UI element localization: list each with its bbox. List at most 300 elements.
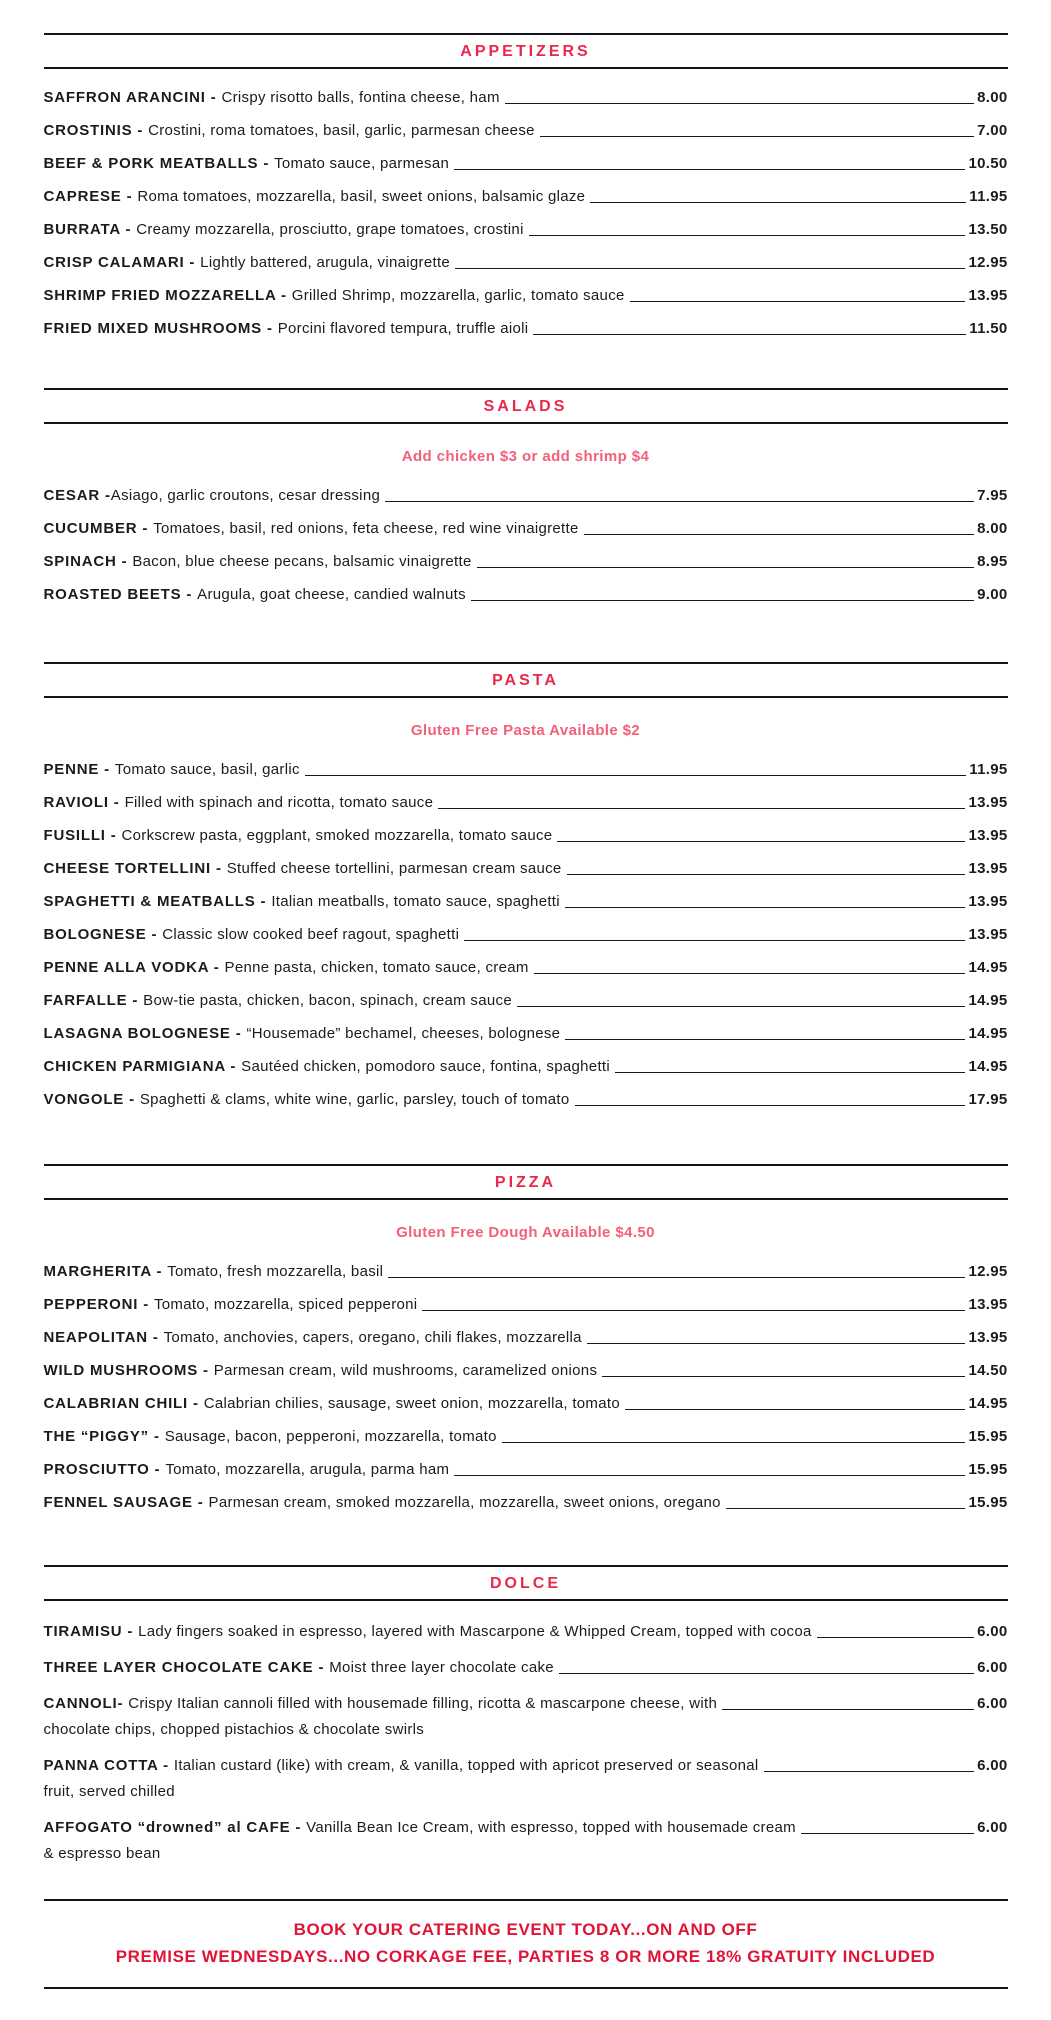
leader-line <box>534 973 966 974</box>
leader-line <box>559 1673 974 1674</box>
menu-item <box>44 485 1008 506</box>
item-name: CRISP CALAMARI <box>43 254 185 271</box>
menu-item-row <box>44 825 1008 846</box>
item-description: Stuffed cheese tortellini, parmesan cream sauce <box>226 860 562 877</box>
leader-line <box>575 1105 966 1106</box>
leader-line <box>587 1343 966 1344</box>
item-separator: - <box>192 1494 209 1511</box>
item-name: RAVIOLI <box>43 794 109 811</box>
item-price: 13.50 <box>968 221 1008 238</box>
item-separator: - <box>127 992 144 1009</box>
item-separator: - <box>99 761 115 778</box>
menu-item-row <box>44 759 1008 780</box>
item-text <box>44 990 512 1011</box>
item-description: Sausage, bacon, pepperoni, mozzarella, tomato <box>164 1428 497 1445</box>
leader-line <box>590 202 966 203</box>
item-description: Crispy Italian cannoli filled with housemade filling, ricotta & mascarpone cheese, with <box>128 1695 718 1712</box>
leader-line <box>817 1637 974 1638</box>
item-description-continued: chocolate chips, chopped pistachios & chocolate swirls <box>43 1721 425 1738</box>
menu-item-row <box>44 219 1008 240</box>
menu-item <box>44 120 1008 141</box>
item-separator: - <box>313 1659 330 1676</box>
item-price: 13.95 <box>968 287 1008 304</box>
item-text <box>44 1294 418 1315</box>
item-name: CANNOLI <box>43 1695 118 1712</box>
leader-line <box>517 1006 965 1007</box>
menu-item-row <box>44 1459 1008 1480</box>
menu-item-row <box>44 153 1008 174</box>
item-description: Tomato, fresh mozzarella, basil <box>167 1263 384 1280</box>
menu-item-row <box>44 1693 1008 1714</box>
item-text <box>44 1817 796 1838</box>
item-price: 7.95 <box>977 487 1008 504</box>
menu-item-row <box>44 120 1008 141</box>
item-description: Parmesan cream, wild mushrooms, caramelized onions <box>213 1362 598 1379</box>
leader-line <box>726 1508 966 1509</box>
item-description: Classic slow cooked beef ragout, spaghetti <box>162 926 460 943</box>
item-separator: - <box>100 487 111 504</box>
item-name: VONGOLE <box>43 1091 125 1108</box>
item-price: 8.95 <box>977 553 1008 570</box>
item-text <box>44 792 434 813</box>
item-price: 13.95 <box>968 1329 1008 1346</box>
item-price: 13.95 <box>968 860 1008 877</box>
menu-item <box>44 1023 1008 1044</box>
leader-line <box>625 1409 965 1410</box>
item-name: PROSCIUTTO <box>43 1461 150 1478</box>
item-text <box>44 1393 620 1414</box>
menu-item-row <box>44 1089 1008 1110</box>
item-text <box>44 1089 570 1110</box>
item-separator: - <box>146 926 163 943</box>
item-description: Creamy mozzarella, prosciutto, grape tomatoes, crostini <box>136 221 524 238</box>
item-price: 11.50 <box>969 320 1008 337</box>
menu-item <box>44 1693 1008 1740</box>
menu-item-row <box>44 186 1008 207</box>
item-name: CALABRIAN CHILI <box>43 1395 188 1412</box>
item-description: Roma tomatoes, mozzarella, basil, sweet onions, balsamic glaze <box>137 188 586 205</box>
item-name: CHICKEN PARMIGIANA <box>43 1058 226 1075</box>
item-name: BEEF & PORK MEATBALLS <box>43 155 259 172</box>
item-text <box>44 252 451 273</box>
item-separator: - <box>124 1091 140 1108</box>
menu-item <box>44 1621 1008 1642</box>
item-name: FENNEL SAUSAGE <box>43 1494 193 1511</box>
item-price: 6.00 <box>977 1695 1008 1712</box>
section-dolce <box>44 1565 1008 1864</box>
item-price: 12.95 <box>968 254 1008 271</box>
item-name: PENNE <box>43 761 100 778</box>
menu-item <box>44 990 1008 1011</box>
section-pizza-note: Gluten Free Dough Available $4.50 <box>396 1224 655 1241</box>
item-price: 15.95 <box>968 1494 1008 1511</box>
leader-line <box>471 600 974 601</box>
item-separator: - <box>120 221 137 238</box>
item-name: CHEESE TORTELLINI <box>43 860 212 877</box>
leader-line <box>565 1039 965 1040</box>
menu-item <box>44 1459 1008 1480</box>
menu-item <box>44 1817 1008 1864</box>
item-description: Tomato, mozzarella, arugula, parma ham <box>165 1461 450 1478</box>
item-separator: - <box>116 553 133 570</box>
item-description: Sautéed chicken, pomodoro sauce, fontina, spaghetti <box>241 1058 611 1075</box>
menu-item-row <box>44 1294 1008 1315</box>
item-name: CAPRESE <box>43 188 122 205</box>
item-separator: - <box>225 1058 242 1075</box>
item-description: Lightly battered, arugula, vinaigrette <box>200 254 451 271</box>
leader-line <box>454 1475 965 1476</box>
item-name: SPINACH <box>43 553 117 570</box>
section-pasta <box>44 662 1008 1110</box>
catering-banner-line2: PREMISE WEDNESDAYS...NO CORKAGE FEE, PARTIES 8 OR MORE 18% GRATUITY INCLUDED <box>115 1947 936 1966</box>
menu-item-row <box>44 1755 1008 1776</box>
item-separator: - <box>230 1025 247 1042</box>
item-description: Italian custard (like) with cream, & vanilla, topped with apricot preserved or seasonal <box>173 1757 759 1774</box>
item-text <box>44 1459 450 1480</box>
item-price: 10.50 <box>968 155 1008 172</box>
item-price: 8.00 <box>977 89 1008 106</box>
menu-item <box>44 518 1008 539</box>
menu-item <box>44 825 1008 846</box>
menu-item-row <box>44 858 1008 879</box>
leader-line <box>529 235 966 236</box>
item-text <box>44 1492 721 1513</box>
item-description: Spaghetti & clams, white wine, garlic, parsley, touch of tomato <box>139 1091 570 1108</box>
catering-banner <box>44 1899 1008 1989</box>
item-text <box>44 584 466 605</box>
item-name: FARFALLE <box>43 992 128 1009</box>
menu-item-row <box>44 1360 1008 1381</box>
item-separator: - <box>276 287 292 304</box>
item-text <box>44 285 625 306</box>
item-separator: - <box>188 1395 204 1412</box>
item-text <box>44 1056 611 1077</box>
item-name: ROASTED BEETS <box>43 586 182 603</box>
menu-item-row <box>44 1393 1008 1414</box>
section-salads-title: SALADS <box>483 398 568 415</box>
item-description: Asiago, garlic croutons, cesar dressing <box>110 487 381 504</box>
item-separator: - <box>147 1329 164 1346</box>
item-separator: - <box>132 122 149 139</box>
menu-item <box>44 1393 1008 1414</box>
item-description: Tomato, anchovies, capers, oregano, chili flakes, mozzarella <box>163 1329 582 1346</box>
menu-item <box>44 891 1008 912</box>
item-description: Calabrian chilies, sausage, sweet onion, mozzarella, tomato <box>203 1395 620 1412</box>
item-text <box>44 1426 497 1447</box>
section-appetizers-items <box>44 69 1008 339</box>
menu-item <box>44 1089 1008 1110</box>
item-price: 11.95 <box>969 761 1008 778</box>
item-price: 13.95 <box>968 926 1008 943</box>
item-price: 8.00 <box>977 520 1008 537</box>
item-price: 14.95 <box>968 1025 1008 1042</box>
item-description: Tomato sauce, parmesan <box>274 155 450 172</box>
leader-line <box>722 1709 974 1710</box>
item-description: Porcini flavored tempura, truffle aioli <box>277 320 529 337</box>
item-name: LASAGNA BOLOGNESE <box>43 1025 231 1042</box>
section-dolce-title: DOLCE <box>490 1575 561 1592</box>
leader-line <box>477 567 974 568</box>
item-description: Vanilla Bean Ice Cream, with espresso, topped with housemade cream <box>306 1819 796 1836</box>
menu-item <box>44 551 1008 572</box>
menu-item-row <box>44 285 1008 306</box>
leader-line <box>388 1277 965 1278</box>
item-description: Lady fingers soaked in espresso, layered with Mascarpone & Whipped Cream, topped with cocoa <box>138 1623 812 1640</box>
item-name: BURRATA <box>43 221 121 238</box>
menu-item-row <box>44 87 1008 108</box>
item-price: 14.95 <box>968 959 1008 976</box>
leader-line <box>801 1833 974 1834</box>
menu-item-row <box>44 1327 1008 1348</box>
menu-item-row <box>44 1621 1008 1642</box>
item-name: CESAR <box>43 487 101 504</box>
item-description: Bacon, blue cheese pecans, balsamic vinaigrette <box>132 553 472 570</box>
item-name: FUSILLI <box>43 827 106 844</box>
item-name: SPAGHETTI & MEATBALLS <box>43 893 256 910</box>
item-text <box>44 825 553 846</box>
item-separator: - <box>158 1757 174 1774</box>
item-price: 13.95 <box>968 794 1008 811</box>
menu-item <box>44 1056 1008 1077</box>
menu-item <box>44 1426 1008 1447</box>
menu-item-row <box>44 924 1008 945</box>
item-text <box>44 120 535 141</box>
item-description: Tomatoes, basil, red onions, feta cheese, red wine vinaigrette <box>153 520 579 537</box>
item-separator: - <box>184 254 201 271</box>
item-price: 6.00 <box>977 1757 1008 1774</box>
item-price: 11.95 <box>969 188 1008 205</box>
item-text <box>44 1360 598 1381</box>
item-text <box>44 1755 759 1776</box>
item-separator: - <box>108 794 125 811</box>
menu-item-row <box>44 318 1008 339</box>
menu-item <box>44 1327 1008 1348</box>
menu-item-row <box>44 1817 1008 1838</box>
leader-line <box>464 940 965 941</box>
leader-line <box>385 501 974 502</box>
item-separator: - <box>137 520 154 537</box>
item-separator: - <box>258 155 275 172</box>
menu-item-row <box>44 584 1008 605</box>
item-description: Tomato, mozzarella, spiced pepperoni <box>153 1296 418 1313</box>
menu-item-row <box>44 518 1008 539</box>
leader-line <box>438 808 965 809</box>
menu-item <box>44 957 1008 978</box>
item-text <box>44 87 500 108</box>
section-salads-header <box>44 388 1008 424</box>
restaurant-menu-page <box>44 0 1008 1989</box>
item-name: PENNE ALLA VODKA <box>43 959 209 976</box>
item-separator: - <box>208 959 225 976</box>
menu-item-row <box>44 252 1008 273</box>
item-text <box>44 858 562 879</box>
menu-item-row <box>44 1261 1008 1282</box>
item-name: THE “PIGGY” <box>43 1428 149 1445</box>
item-text <box>44 891 560 912</box>
item-description: Penne pasta, chicken, tomato sauce, cream <box>224 959 529 976</box>
menu-item-row <box>44 957 1008 978</box>
item-separator: - <box>261 320 278 337</box>
leader-line <box>567 874 966 875</box>
item-description: Crostini, roma tomatoes, basil, garlic, parmesan cheese <box>148 122 535 139</box>
item-price: 15.95 <box>968 1428 1008 1445</box>
item-separator: - <box>148 1428 165 1445</box>
item-price: 14.50 <box>968 1362 1008 1379</box>
section-appetizers-title: APPETIZERS <box>460 43 591 60</box>
menu-item <box>44 584 1008 605</box>
item-separator: - <box>122 1623 139 1640</box>
section-pasta-note: Gluten Free Pasta Available $2 <box>410 722 641 739</box>
item-price: 14.95 <box>968 1395 1008 1412</box>
leader-line <box>565 907 966 908</box>
leader-line <box>584 534 974 535</box>
leader-line <box>533 334 966 335</box>
item-price: 14.95 <box>968 1058 1008 1075</box>
item-name: SHRIMP FRIED MOZZARELLA <box>43 287 277 304</box>
item-description: Tomato sauce, basil, garlic <box>114 761 300 778</box>
item-price: 15.95 <box>968 1461 1008 1478</box>
item-description: “Housemade” bechamel, cheeses, bolognese <box>246 1025 561 1042</box>
menu-item-row <box>44 1023 1008 1044</box>
section-pizza-items <box>44 1243 1008 1513</box>
item-text <box>44 1327 582 1348</box>
leader-line <box>305 775 967 776</box>
item-price: 6.00 <box>977 1659 1008 1676</box>
item-separator: - <box>138 1296 154 1313</box>
menu-item <box>44 792 1008 813</box>
menu-item-row <box>44 1426 1008 1447</box>
item-price: 6.00 <box>977 1623 1008 1640</box>
item-separator: - <box>205 89 222 106</box>
menu-item <box>44 1294 1008 1315</box>
item-description: Corkscrew pasta, eggplant, smoked mozzarella, tomato sauce <box>121 827 553 844</box>
item-description: Arugula, goat cheese, candied walnuts <box>197 586 466 603</box>
leader-line <box>455 268 965 269</box>
item-text <box>44 153 450 174</box>
item-price: 9.00 <box>977 586 1008 603</box>
item-price: 6.00 <box>977 1819 1008 1836</box>
section-pizza-title: PIZZA <box>494 1174 557 1191</box>
menu-item <box>44 1492 1008 1513</box>
item-text <box>44 1657 554 1678</box>
menu-item-row <box>44 1056 1008 1077</box>
menu-item-row <box>44 551 1008 572</box>
item-name: AFFOGATO “drowned” al CAFE <box>43 1819 291 1836</box>
item-separator: - <box>121 188 138 205</box>
menu-item-row <box>44 891 1008 912</box>
item-price: 13.95 <box>968 1296 1008 1313</box>
menu-item <box>44 87 1008 108</box>
section-dolce-items <box>44 1601 1008 1864</box>
item-text <box>44 518 579 539</box>
item-text <box>44 485 381 506</box>
menu-item-row <box>44 792 1008 813</box>
menu-item <box>44 186 1008 207</box>
item-separator: - <box>290 1819 307 1836</box>
section-pizza-header <box>44 1164 1008 1200</box>
menu-item <box>44 219 1008 240</box>
item-separator: - <box>117 1695 129 1712</box>
section-salads-note: Add chicken $3 or add shrimp $4 <box>401 448 650 465</box>
item-description: Crispy risotto balls, fontina cheese, ham <box>221 89 500 106</box>
item-name: WILD MUSHROOMS <box>43 1362 199 1379</box>
item-separator: - <box>255 893 272 910</box>
menu-item-row <box>44 1492 1008 1513</box>
leader-line <box>502 1442 966 1443</box>
item-separator: - <box>198 1362 214 1379</box>
item-name: FRIED MIXED MUSHROOMS <box>43 320 262 337</box>
leader-line <box>454 169 965 170</box>
item-name: MARGHERITA <box>43 1263 152 1280</box>
item-name: THREE LAYER CHOCOLATE CAKE <box>43 1659 314 1676</box>
menu-item <box>44 1755 1008 1802</box>
section-pasta-header <box>44 662 1008 698</box>
item-text <box>44 318 529 339</box>
menu-item <box>44 285 1008 306</box>
section-appetizers <box>44 33 1008 339</box>
item-text <box>44 759 300 780</box>
item-separator: - <box>149 1461 166 1478</box>
item-separator: - <box>181 586 198 603</box>
item-name: CUCUMBER <box>43 520 138 537</box>
item-description: Bow-tie pasta, chicken, bacon, spinach, cream sauce <box>143 992 512 1009</box>
item-separator: - <box>105 827 122 844</box>
item-price: 12.95 <box>968 1263 1008 1280</box>
item-text <box>44 186 586 207</box>
item-price: 13.95 <box>968 893 1008 910</box>
item-name: SAFFRON ARANCINI <box>43 89 206 106</box>
menu-item <box>44 318 1008 339</box>
menu-item <box>44 1261 1008 1282</box>
leader-line <box>540 136 974 137</box>
section-salads-items <box>44 467 1008 605</box>
section-appetizers-header <box>44 33 1008 69</box>
item-price: 13.95 <box>968 827 1008 844</box>
leader-line <box>505 103 974 104</box>
item-name: PEPPERONI <box>43 1296 139 1313</box>
catering-banner-line1: BOOK YOUR CATERING EVENT TODAY...ON AND OFF <box>293 1920 758 1939</box>
menu-item <box>44 153 1008 174</box>
menu-item <box>44 252 1008 273</box>
item-name: NEAPOLITAN <box>43 1329 148 1346</box>
item-name: PANNA COTTA <box>43 1757 159 1774</box>
item-description: Filled with spinach and ricotta, tomato sauce <box>124 794 434 811</box>
section-salads <box>44 388 1008 605</box>
item-separator: - <box>211 860 227 877</box>
leader-line <box>615 1072 965 1073</box>
menu-item <box>44 759 1008 780</box>
section-pasta-title: PASTA <box>492 672 559 689</box>
item-text <box>44 219 524 240</box>
item-description: Italian meatballs, tomato sauce, spaghetti <box>271 893 560 910</box>
section-dolce-header <box>44 1565 1008 1601</box>
menu-item-row <box>44 990 1008 1011</box>
item-price: 17.95 <box>968 1091 1008 1108</box>
item-description: Moist three layer chocolate cake <box>329 1659 554 1676</box>
leader-line <box>630 301 966 302</box>
leader-line <box>557 841 965 842</box>
menu-item-row <box>44 485 1008 506</box>
item-description: Parmesan cream, smoked mozzarella, mozzarella, sweet onions, oregano <box>208 1494 721 1511</box>
item-description-continued: fruit, served chilled <box>43 1783 175 1800</box>
item-separator: - <box>151 1263 168 1280</box>
menu-item <box>44 1360 1008 1381</box>
item-text <box>44 924 460 945</box>
leader-line <box>764 1771 975 1772</box>
item-text <box>44 1023 561 1044</box>
item-text <box>44 957 529 978</box>
item-name: BOLOGNESE <box>43 926 147 943</box>
